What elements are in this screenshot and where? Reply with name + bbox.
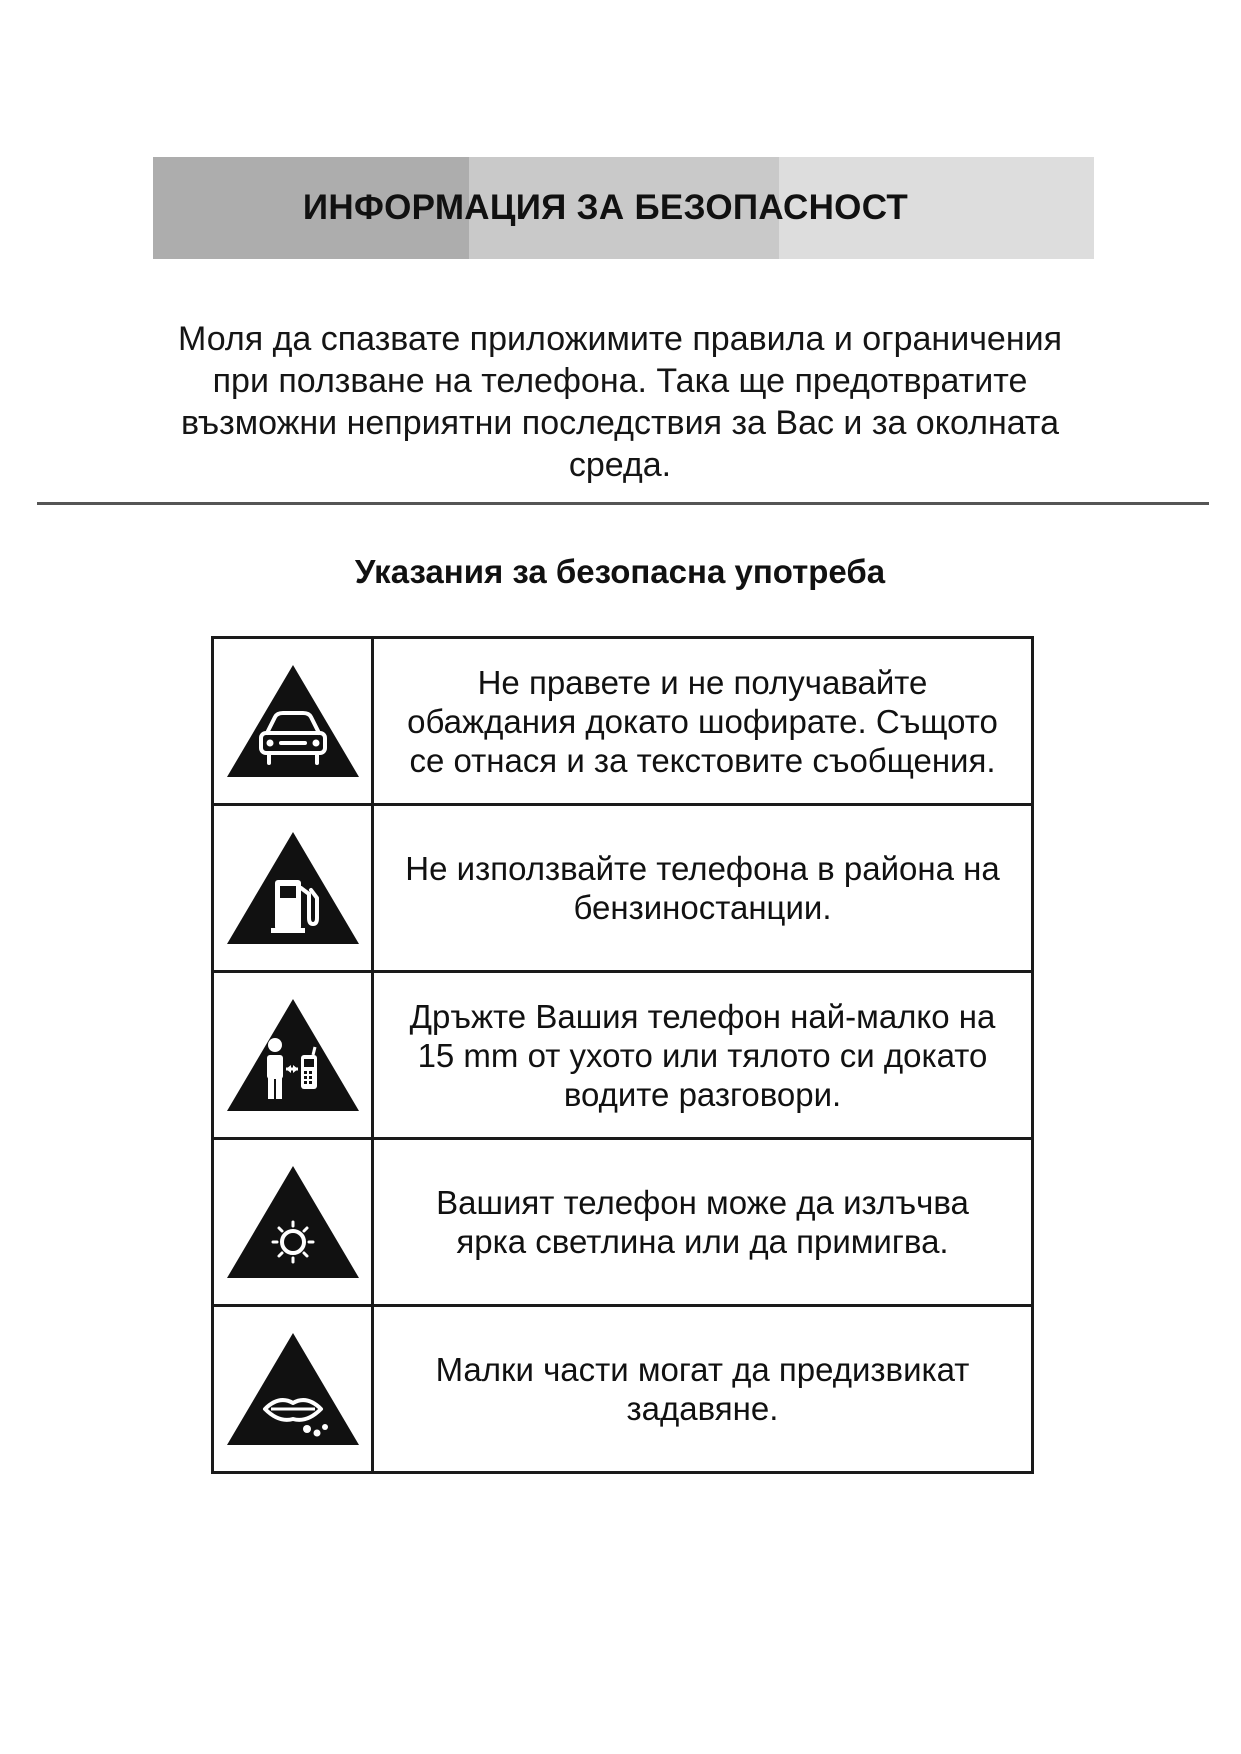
section-divider [37, 502, 1209, 505]
car-warning-icon [223, 661, 363, 781]
rule-text [374, 1307, 1031, 1471]
rule-text-line: водите разговори. [563, 1075, 842, 1113]
intro-line: при ползване на телефона. Така ще предотвратите [212, 362, 1028, 400]
rule-icon-cell [214, 973, 374, 1137]
rule-text [374, 1140, 1031, 1304]
rule-text-line: Вашият телефон може да излъчва [436, 1184, 969, 1221]
rule-text [374, 806, 1031, 970]
rule-row [214, 973, 1031, 1140]
body-distance-warning-icon [223, 995, 363, 1115]
rule-icon-cell [214, 1140, 374, 1304]
safety-rules-table [211, 636, 1034, 1474]
intro-line: възможни неприятни последствия за Вас и за околната [180, 404, 1060, 442]
rule-row [214, 806, 1031, 973]
intro-line: среда. [568, 446, 672, 484]
choking-hazard-warning-icon [223, 1329, 363, 1449]
rule-row [214, 1140, 1031, 1307]
rule-text-line: се отнася и за текстовите съобщения. [409, 741, 996, 779]
rule-icon-cell [214, 806, 374, 970]
rule-text-line: бензиностанции. [573, 889, 832, 926]
rule-text-line: Дръжте Вашия телефон най-малко на [409, 997, 996, 1035]
intro-paragraph [130, 318, 1110, 486]
section-title: Указания за безопасна употреба [354, 553, 886, 590]
rule-text-line: обаждания докато шофирате. Същото [407, 702, 998, 740]
rule-row [214, 639, 1031, 806]
fuel-pump-warning-icon [223, 828, 363, 948]
rule-text-line: Малки части могат да предизвикат [435, 1351, 970, 1388]
rule-row [214, 1307, 1031, 1471]
rule-text-line: Не използвайте телефона в района на [405, 850, 1000, 887]
rule-text [374, 639, 1031, 803]
rule-text-line: Не правете и не получавайте [477, 663, 928, 701]
rule-text-line: ярка светлина или да примигва. [456, 1223, 949, 1260]
intro-line: Моля да спазвате приложимите правила и ограничения [178, 320, 1062, 358]
rule-icon-cell [214, 639, 374, 803]
rule-text-line: 15 mm от ухото или тялото си докато [417, 1036, 988, 1074]
rule-text-line: задавяне. [626, 1390, 779, 1427]
flashing-light-warning-icon [223, 1162, 363, 1282]
rule-icon-cell [214, 1307, 374, 1471]
page-title: ИНФОРМАЦИЯ ЗА БЕЗОПАСНОСТ [302, 188, 909, 227]
rule-text [374, 973, 1031, 1137]
